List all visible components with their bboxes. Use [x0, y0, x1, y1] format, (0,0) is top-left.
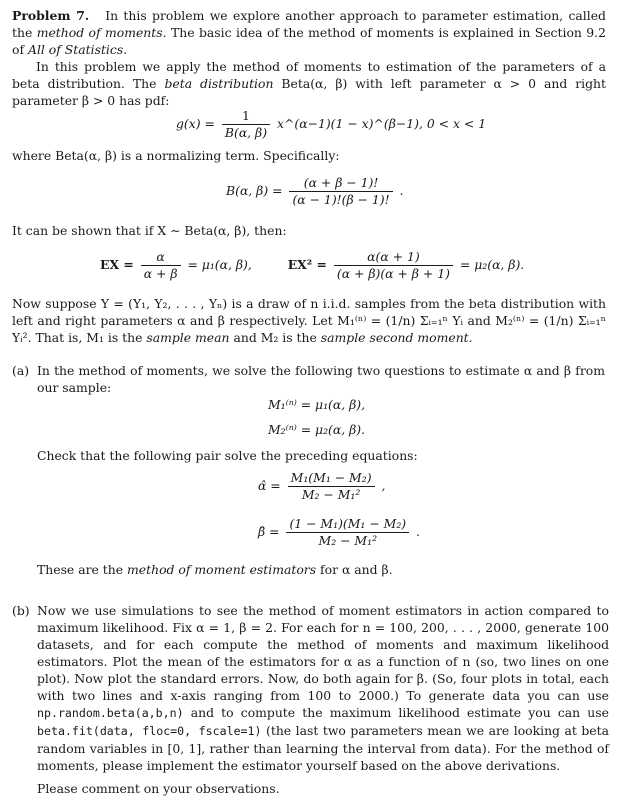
intro-text-a: In this problem we explore another approach to parameter estimation, called the — [12, 8, 606, 40]
bhat-end: . — [416, 524, 421, 539]
closing-term: method of moment estimators — [127, 562, 317, 577]
check-paragraph — [37, 447, 597, 464]
pdf-numerator: 1 — [222, 108, 270, 125]
beta-numerator: (α + β − 1)! — [289, 175, 392, 192]
sample-moment-term: sample second moment. — [320, 330, 473, 345]
pdf-denominator: B(α, β) — [224, 125, 268, 140]
beta-intro-b: Beta(α, β) with left parameter α > 0 and right parameter β > 0 has pdf: — [12, 76, 607, 108]
pdf-rhs: x^(α−1)(1 − x)^(β−1), 0 < x < 1 — [277, 116, 487, 131]
part-b-text-c: (the last two parameters mean we are looking at beta random variables in [0, 1], rather than learning the interval from data). For the method of moments, please implement the estimator yourself based on the above derivations. — [37, 723, 609, 773]
bhat-fraction — [286, 516, 409, 549]
intro-term: method of moments. — [36, 25, 167, 40]
ex-fraction — [141, 249, 181, 282]
samples-text-b: and M₂ is the — [233, 330, 317, 345]
part-a-intro — [37, 362, 605, 396]
ex2-numerator: α(α + 1) — [334, 249, 453, 266]
part-b — [12, 602, 612, 797]
samples-paragraph — [12, 295, 606, 346]
ex2-lhs: EX² = — [287, 257, 327, 272]
m2-eq: M₂⁽ⁿ⁾ = μ₂(α, β). — [268, 422, 366, 437]
beta-function-equation — [226, 175, 404, 208]
expectation-text: It can be shown that if X ∼ Beta(α, β), then: — [12, 223, 287, 238]
part-a-label: (a) — [12, 363, 30, 378]
problem-label: Problem 7. — [12, 8, 90, 23]
ahat-denominator: M₂ − M₁² — [301, 487, 361, 502]
bhat-denominator: M₂ − M₁² — [318, 533, 378, 548]
ahat-end: , — [381, 478, 386, 493]
m2-equation — [268, 421, 365, 438]
closing-text-a: These are the — [37, 562, 124, 577]
beta-intro-a: In this problem we apply the method of moments to estimation of the parameters of a beta distribution. The — [12, 59, 606, 91]
pdf-lhs: g(x) = — [176, 116, 215, 131]
part-b-body — [37, 602, 609, 797]
check-text: Check that the following pair solve the preceding equations: — [37, 448, 418, 463]
ex2-fraction — [334, 249, 453, 282]
beta-denominator: (α − 1)!(β − 1)! — [292, 192, 390, 207]
comment-text: Please comment on your observations. — [37, 781, 280, 796]
ex-denominator: α + β — [143, 266, 178, 281]
numpy-beta-code: np.random.beta(a,b,n) — [37, 706, 184, 720]
beta-end: . — [399, 183, 404, 198]
estimators-closing — [37, 561, 597, 578]
samples-text-a: Now suppose Y = (Y₁, Y₂, . . . , Yₙ) is a draw of n i.i.d. samples from the beta distribution with left and right parameters α and β respectively. Let M₁⁽ⁿ⁾ = (1/n) Σᵢ₌₁ⁿ Yᵢ and M₂⁽ⁿ⁾ = (1/n) Σᵢ₌₁ⁿ Yᵢ². That is, M₁ is the — [12, 296, 606, 345]
alpha-hat-equation — [258, 470, 385, 503]
m1-eq: M₁⁽ⁿ⁾ = μ₁(α, β), — [268, 397, 366, 412]
beta-fraction — [289, 175, 392, 208]
ex-numerator: α — [141, 249, 181, 266]
normalizing-paragraph — [12, 147, 606, 164]
ex-rhs: = μ₁(α, β), — [187, 257, 252, 272]
ahat-lhs: α̂ = — [258, 478, 281, 493]
pdf-fraction — [222, 108, 270, 141]
ex2-denominator: (α + β)(α + β + 1) — [336, 266, 450, 281]
beta-intro-term: beta distribution — [164, 76, 274, 91]
comment-line — [37, 780, 609, 797]
moments-equation — [100, 249, 524, 282]
part-a-text: In the method of moments, we solve the following two questions to estimate α and β from our sample: — [37, 363, 605, 395]
ahat-numerator: M₁(M₁ − M₂) — [288, 470, 375, 487]
expectation-paragraph — [12, 222, 606, 239]
beta-fit-code: beta.fit(data, floc=0, fscale=1) — [37, 724, 262, 738]
bhat-numerator: (1 − M₁)(M₁ − M₂) — [286, 516, 409, 533]
pdf-equation — [176, 108, 486, 141]
part-b-text-b: and to compute the maximum likelihood estimate you can use — [190, 705, 609, 720]
beta-lhs: B(α, β) = — [226, 183, 283, 198]
m1-equation — [268, 396, 365, 413]
intro-paragraph — [12, 7, 606, 58]
ex2-rhs: = μ₂(α, β). — [459, 257, 525, 272]
part-b-label: (b) — [12, 603, 30, 618]
sample-mean-term: sample mean — [146, 330, 230, 345]
beta-intro-paragraph — [12, 58, 606, 109]
bhat-lhs: β̂ = — [258, 524, 280, 539]
ex-lhs: EX = — [100, 257, 134, 272]
part-a — [12, 362, 612, 396]
normalizing-text: where Beta(α, β) is a normalizing term. Specifically: — [12, 148, 340, 163]
book-title: All of Statistics. — [28, 42, 128, 57]
part-b-text-a: Now we use simulations to see the method of moment estimators in action compared to maximum likelihood. Fix α = 1, β = 2. For each for n = 100, 200, . . . , 2000, generate 100 datasets, and for each compute the method of moments and maximum likelihood estimators. Plot the mean of the estimators for α as a function of n (so, two lines on one plot). Now plot the standard errors. Now, do both again for β. (So, four plots in total, each with two lines and x-axis ranging from 100 to 2000.) To generate data you can use — [37, 603, 609, 703]
ahat-fraction — [288, 470, 375, 503]
closing-text-b: for α and β. — [320, 562, 393, 577]
beta-hat-equation — [258, 516, 420, 549]
intro-text-b: The basic idea of the method of moments is explained in Section 9.2 of — [12, 25, 606, 57]
